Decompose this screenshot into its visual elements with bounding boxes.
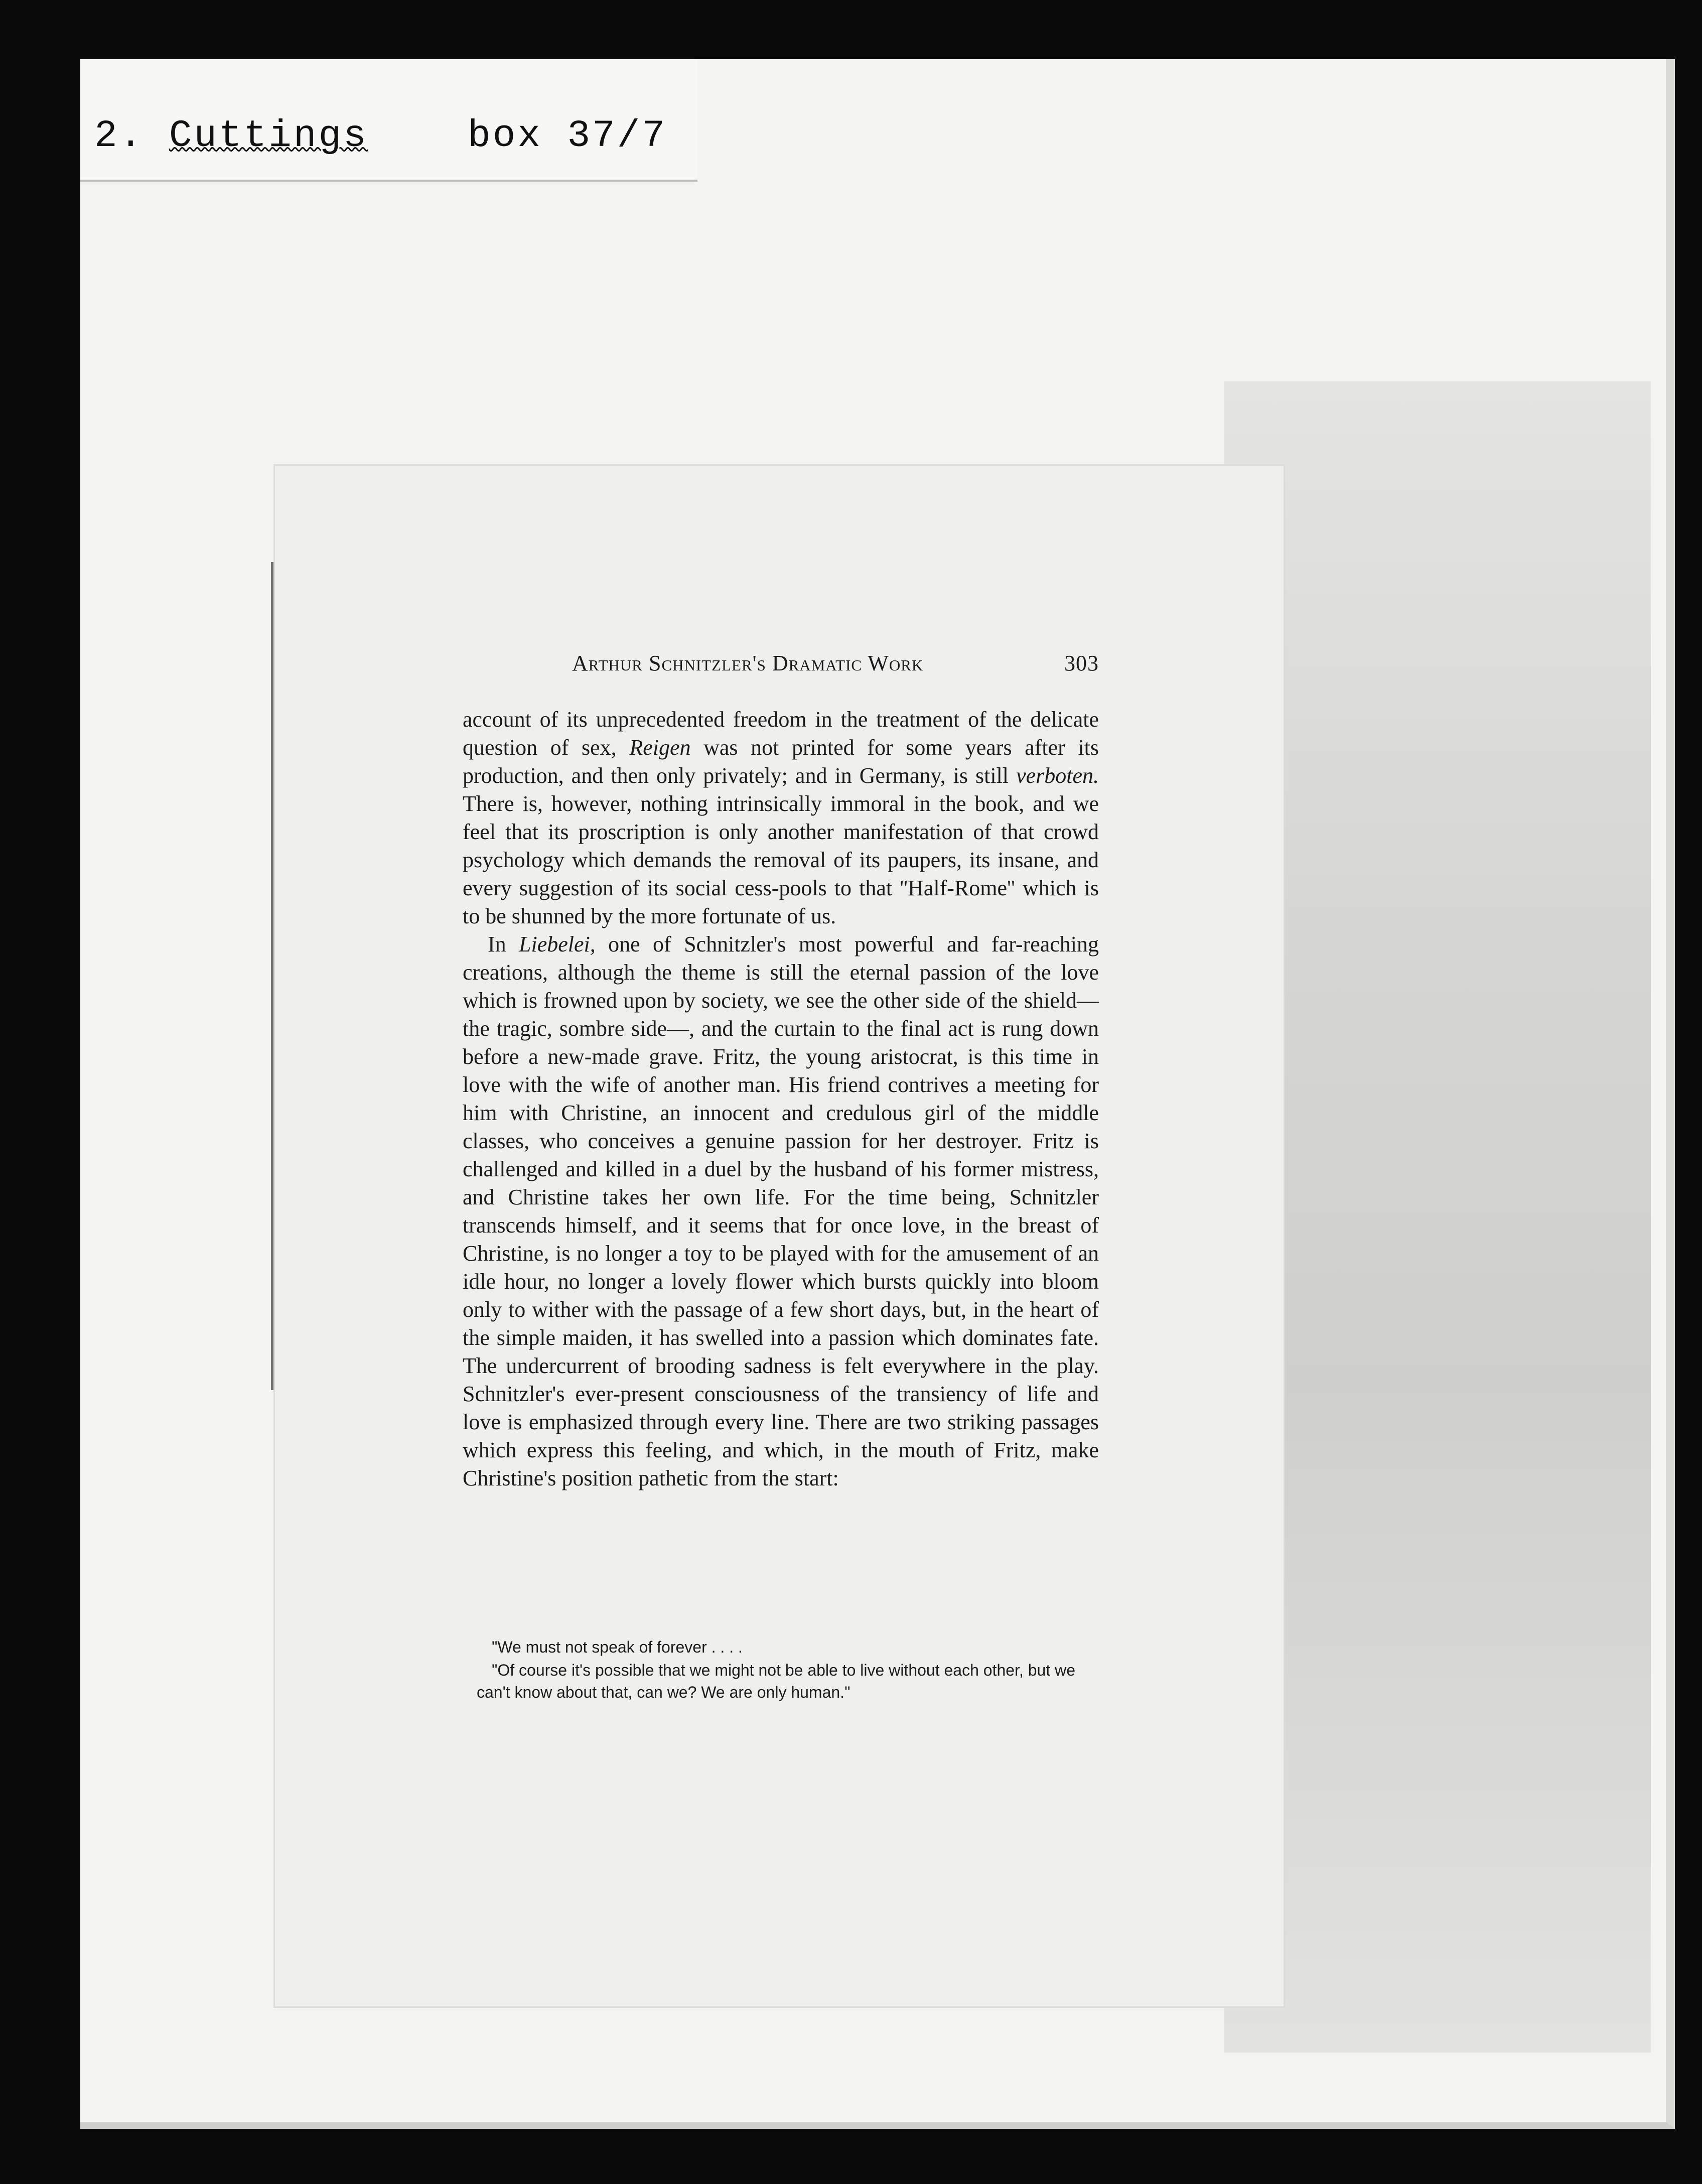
text-run: one of Schnitzler's most powerful and far-reaching creations, although the theme is still the eternal passion of the love which is frowned upon by society, we see the other side of the shield—the tragic, sombre side—, and the curtain to the final act is rung down before a new-made grave. Fritz, the young aristocrat, is this time in love with the wife of another man. His friend contrives a meeting for him with Christine, an innocent and credulous girl of the middle classes, who conceives a genuine passion for her destroyer. Fritz is challenged and killed in a duel by the husband of his former mistress, and Christine takes her own life. For the time being, Schnitzler transcends himself, and it seems that for once love, in the breast of Christine, is no longer a toy to be played with for the amusement of an idle hour, no longer a lovely flower which bursts quickly into bloom only to wither with the passage of a few short days, but, in the heart of the simple maiden, it has swelled into a passion which dominates fate. The undercurrent of brooding sadness is felt everywhere in the play. Schnitzler's ever-present consciousness of the transiency of life and love is emphasized through every line. There are two striking passages which express this feeling, and which, in the mouth of Fritz, make Christine's position pathetic from the start: (463, 932, 1099, 1490)
italic-title: Liebelei, (519, 932, 596, 957)
label-number: 2. (94, 114, 145, 158)
text-run: There is, however, nothing intrinsically immoral in the book, and we feel that its proscription is only another manifestation of that crowd psychology which demands the removal of its paupers, its insane, and every suggestion of its social cess-pools to that ''Half-Rome'' which is to be shunned by the more fortunate of us. (463, 791, 1099, 928)
text-run: In (488, 932, 519, 957)
label-category: Cuttings (169, 114, 368, 158)
paragraph (463, 930, 1099, 1492)
page-number: 303 (1064, 651, 1099, 675)
label-box: box 37/7 (468, 114, 667, 158)
body-text (463, 706, 1099, 1492)
clipping-edge (271, 562, 275, 1390)
italic-title: verboten. (1016, 763, 1099, 788)
page-header (572, 650, 1099, 676)
block-quote (477, 1636, 1113, 1704)
italic-title: Reigen (629, 735, 691, 760)
quote-line: "We must not speak of forever . . . . (492, 1638, 743, 1656)
paragraph (463, 706, 1099, 930)
running-head: Arthur Schnitzler's Dramatic Work (572, 651, 924, 675)
backing-paper (1224, 381, 1651, 2053)
archive-label (80, 59, 697, 182)
archive-label-text (94, 114, 667, 158)
quote-line: "Of course it's possible that we might not be able to live without each other, but we can't know about that, can we? We are only human." (477, 1661, 1075, 1701)
text-run: was not printed for some years after its production, and then only privately; and in Germany, is still (463, 735, 1099, 788)
text-run: account of its unprecedented freedom in the treatment of the delicate question of sex, (463, 707, 1099, 760)
